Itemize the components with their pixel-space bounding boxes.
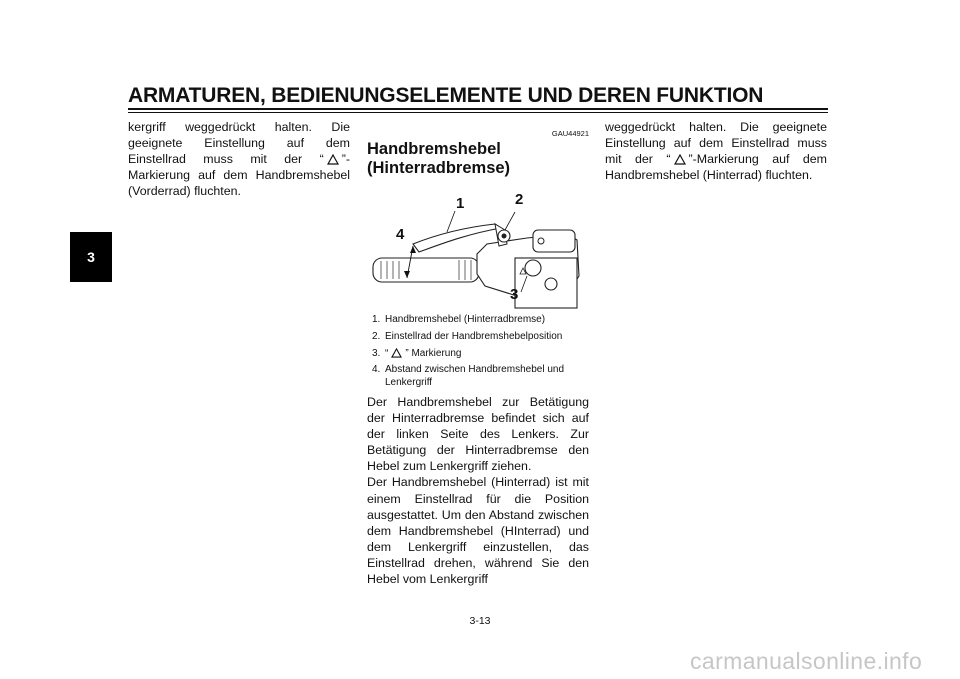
figure-captions (367, 314, 589, 390)
section-title (367, 140, 589, 178)
right-text-part1: weggedrückt halten. Die geeignete Einstellung auf dem Einstellrad muss mit der “ (605, 120, 827, 167)
header-rule-thin (128, 112, 828, 113)
right-paragraph (605, 119, 827, 183)
page-header-title: ARMATUREN, BEDIENUNGSELEMENTE UND DEREN FUNKTION (128, 84, 764, 107)
triangle-mark-icon (391, 348, 402, 358)
left-text-part1: kergriff weggedrückt halten. Die geeignete Einstellung auf dem Einstellrad muss mit der “ (128, 120, 350, 167)
middle-paragraph-1: Der Handbremshebel zur Betätigung der Hinterradbremse befindet sich auf der linken Seite des Lenkers. Zur Betätigung der Hinterradbremse den Hebel zum Lenkergriff ziehen. (367, 394, 589, 474)
right-column (605, 119, 827, 183)
caption-number: 2. (372, 330, 381, 342)
figure-label-2: 2 (515, 191, 524, 208)
watermark: carmanualsonline.info (690, 648, 923, 674)
figure-label-4: 4 (396, 226, 405, 243)
right-text-part2: ”-Markierung auf dem Handbremshebel (Hinterrad) fluchten. (605, 152, 827, 183)
caption-text: Einstellrad der Handbremshebelposition (385, 330, 563, 342)
middle-column (367, 119, 589, 587)
caption-item (367, 331, 589, 344)
left-text-part2: ”-Markierung auf dem Handbremshebel (Vorderrad) fluchten. (128, 152, 350, 199)
caption-text: Handbremshebel (Hinterradbremse) (385, 314, 546, 325)
caption-number: 1. (372, 314, 381, 325)
header-rule (128, 108, 828, 110)
left-paragraph (128, 119, 350, 199)
caption-text-post: ” Markierung (405, 347, 462, 359)
left-column (128, 119, 350, 199)
triangle-mark-icon (327, 154, 339, 165)
section-title-line2: (Hinterradbremse) (367, 159, 511, 177)
brake-lever-illustration (367, 184, 587, 310)
caption-item (367, 314, 589, 327)
triangle-mark-icon (674, 154, 686, 165)
section-code: GAU44921 (551, 129, 589, 138)
caption-item (367, 348, 589, 361)
middle-paragraph-2: Der Handbremshebel (Hinterrad) ist mit einem Einstellrad für die Position ausgestattet. Um den Abstand zwischen dem Handbremshebel (HInterrad) und dem Lenkergriff einzustellen, das Einstellrad drehen, während Sie den Hebel vom Lenkergriff (367, 475, 589, 587)
figure-label-1: 1 (456, 195, 465, 212)
caption-item (367, 364, 589, 390)
caption-number: 3. (372, 347, 381, 359)
figure-label-3: 3 (510, 286, 519, 303)
chapter-tab: 3 (70, 232, 112, 282)
page-number: 3-13 (469, 615, 491, 627)
middle-body-text (367, 394, 589, 587)
section-title-line1: Handbremshebel (367, 140, 501, 158)
caption-text-pre: “ (385, 347, 389, 359)
caption-number: 4. (372, 364, 381, 376)
brake-lever-figure (367, 184, 587, 310)
caption-text: Abstand zwischen Handbremshebel und Lenkergriff (385, 364, 564, 389)
caption-text (385, 348, 589, 361)
